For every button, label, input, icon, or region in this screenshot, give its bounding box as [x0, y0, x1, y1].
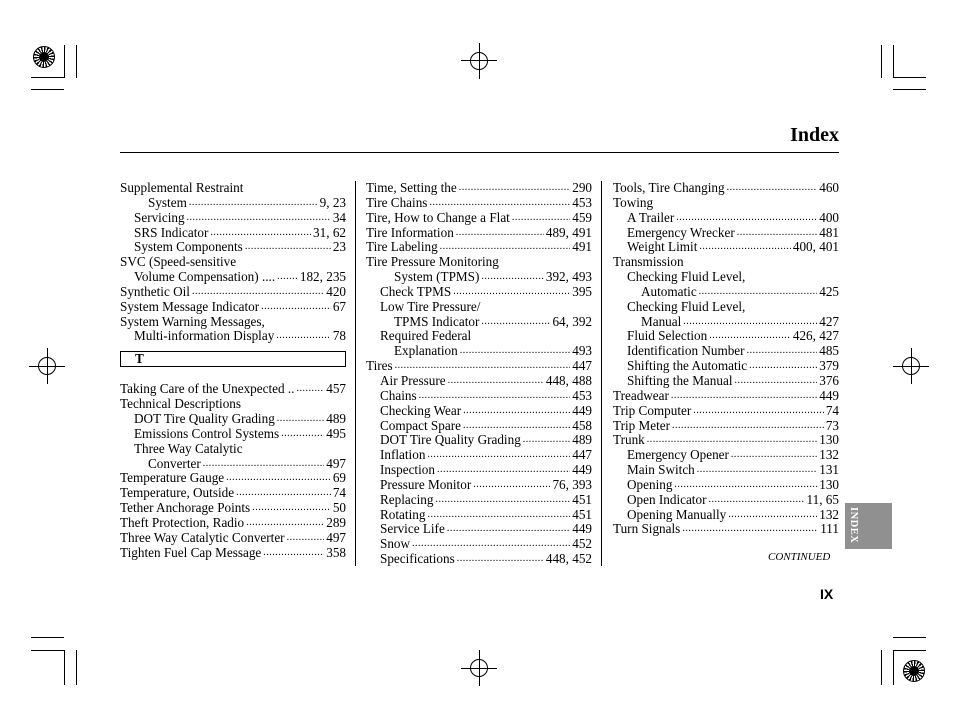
entry-label: Check TPMS: [380, 284, 452, 299]
entry-label: System Components: [134, 240, 243, 255]
entry-label: Emissions Control Systems: [134, 426, 280, 441]
index-entry: [120, 486, 346, 501]
index-entry: [366, 493, 592, 508]
entry-label: Compact Spare: [380, 418, 461, 433]
entry-pages: 489, 491: [545, 225, 592, 240]
index-entry: [613, 226, 839, 241]
index-tab-label: INDEX: [848, 507, 859, 544]
index-entry: [366, 389, 592, 404]
index-heading: Low Tire Pressure/: [380, 298, 481, 314]
entry-label: Servicing: [134, 210, 185, 225]
index-entry: [613, 493, 839, 508]
entry-label: Tether Anchorage Points: [120, 501, 251, 516]
index-entry: [613, 419, 839, 434]
entry-label: Manual: [641, 314, 682, 329]
entry-label: Shifting the Automatic: [627, 359, 748, 374]
entry-pages: 289: [326, 515, 346, 530]
dot-leader: [523, 433, 570, 448]
index-entry: [120, 457, 346, 472]
dot-leader: [236, 486, 331, 501]
entry-label: Emergency Opener: [627, 448, 729, 463]
index-entry: [613, 433, 839, 448]
entry-pages: 449: [572, 522, 592, 537]
dot-leader: [187, 211, 331, 226]
entry-label: Opening: [627, 477, 673, 492]
entry-pages: 74: [332, 486, 346, 501]
entry-label: Tire Chains: [366, 195, 428, 210]
entry-label: Temperature, Outside: [120, 486, 235, 501]
registration-mark-icon: [903, 660, 925, 682]
entry-label: Main Switch: [627, 463, 695, 478]
dot-leader: [459, 181, 570, 196]
dot-leader: [192, 285, 324, 300]
index-entry: [366, 508, 592, 523]
dot-leader: [447, 522, 570, 537]
index-entry: [366, 226, 592, 241]
entry-label: Replacing: [380, 492, 434, 507]
entry-label: Turn Signals: [613, 522, 681, 537]
dot-leader: [296, 382, 324, 397]
section-letter-box: T: [120, 351, 346, 367]
index-entry: [366, 448, 592, 463]
index-entry: [120, 270, 346, 285]
entry-pages: 132: [819, 448, 839, 463]
entry-label: SRS Indicator: [134, 225, 209, 240]
entry-pages: 376: [819, 373, 839, 388]
entry-pages: 451: [572, 507, 592, 522]
dot-leader: [440, 240, 571, 255]
dot-leader: [463, 404, 570, 419]
entry-pages: 78: [332, 329, 346, 344]
entry-label: Automatic: [641, 284, 697, 299]
index-column-2: [366, 181, 592, 567]
entry-label: Treadwear: [613, 388, 669, 403]
entry-label: DOT Tire Quality Grading: [134, 411, 275, 426]
dot-leader: [419, 389, 571, 404]
index-entry: [613, 181, 839, 196]
dot-leader: [245, 240, 331, 255]
index-entry: [366, 270, 592, 285]
dot-leader: [731, 448, 817, 463]
index-entry: [613, 374, 839, 389]
dot-leader: [749, 359, 817, 374]
index-tab[interactable]: [845, 503, 892, 549]
index-entry: [120, 211, 346, 226]
dot-leader: [728, 508, 817, 523]
entry-pages: 425: [819, 284, 839, 299]
entry-pages: 67: [332, 299, 346, 314]
entry-pages: 449: [819, 388, 839, 403]
entry-pages: 427: [819, 314, 839, 329]
dot-leader: [448, 374, 544, 389]
index-entry: [120, 226, 346, 241]
entry-pages: 64, 392: [552, 314, 592, 329]
index-entry: [613, 404, 839, 419]
entry-pages: 420: [326, 284, 346, 299]
entry-pages: 400: [819, 210, 839, 225]
index-entry: [120, 285, 346, 300]
index-heading: Towing: [613, 194, 654, 210]
dot-leader: [246, 516, 324, 531]
index-heading: Three Way Catalytic: [134, 440, 243, 456]
entry-pages: 449: [572, 463, 592, 478]
entry-pages: 50: [332, 501, 346, 516]
entry-pages: 458: [572, 418, 592, 433]
index-entry: [366, 404, 592, 419]
index-entry: [120, 516, 346, 531]
column-divider: [601, 181, 602, 566]
dot-leader: [682, 522, 818, 537]
dot-leader: [676, 211, 817, 226]
continued-label: CONTINUED: [768, 551, 831, 563]
dot-leader: [512, 211, 570, 226]
index-entry: [366, 463, 592, 478]
entry-label: Tire Labeling: [366, 240, 438, 255]
entry-label: Opening Manually: [627, 507, 727, 522]
dot-leader: [671, 389, 817, 404]
dot-leader: [481, 315, 550, 330]
entry-pages: 493: [572, 344, 592, 359]
entry-label: Inflation: [380, 448, 426, 463]
entry-label: Time, Setting the: [366, 181, 457, 195]
entry-pages: 447: [572, 359, 592, 374]
entry-label: Weight Limit: [627, 240, 698, 255]
index-entry: [120, 531, 346, 546]
entry-label: Converter: [148, 456, 201, 471]
index-entry: [366, 522, 592, 537]
entry-label: Rotating: [380, 507, 426, 522]
entry-label: Pressure Monitor: [380, 477, 472, 492]
dot-leader: [189, 196, 318, 211]
entry-pages: 489: [326, 411, 346, 426]
entry-pages: 395: [572, 284, 592, 299]
column-divider: [355, 181, 356, 566]
dot-leader: [463, 419, 570, 434]
entry-pages: 448, 452: [545, 552, 592, 567]
index-entry: [120, 196, 346, 211]
entry-label: Tires: [366, 359, 393, 374]
dot-leader: [453, 285, 570, 300]
entry-pages: 489: [572, 433, 592, 448]
dot-leader: [226, 471, 331, 486]
entry-pages: 379: [819, 359, 839, 374]
index-entry: [366, 359, 592, 374]
index-entry: [613, 329, 839, 344]
entry-label: Theft Protection, Radio: [120, 515, 245, 530]
index-entry: [613, 315, 839, 330]
dot-leader: [727, 181, 818, 196]
entry-pages: 449: [572, 403, 592, 418]
entry-label: Multi-information Display: [134, 329, 275, 344]
entry-pages: 290: [572, 181, 592, 195]
entry-pages: 451: [572, 492, 592, 507]
index-entry: [366, 344, 592, 359]
index-entry: [613, 522, 839, 537]
index-heading: Checking Fluid Level,: [627, 269, 746, 285]
index-entry: [366, 374, 592, 389]
index-entry: [366, 196, 592, 211]
entry-pages: 453: [572, 195, 592, 210]
entry-pages: 453: [572, 388, 592, 403]
dot-leader: [647, 433, 817, 448]
dot-leader: [412, 537, 570, 552]
entry-pages: 111: [820, 522, 839, 537]
index-heading: Checking Fluid Level,: [627, 298, 746, 314]
dot-leader: [747, 344, 818, 359]
entry-label: Trip Meter: [613, 418, 671, 433]
entry-label: Tire, How to Change a Flat: [366, 210, 510, 225]
index-entry: [366, 315, 592, 330]
entry-label: System (TPMS): [394, 270, 480, 285]
index-entry: [613, 344, 839, 359]
dot-leader: [460, 344, 570, 359]
dot-leader: [427, 508, 570, 523]
dot-leader: [277, 412, 324, 427]
index-entry: [366, 433, 592, 448]
dot-leader: [263, 546, 324, 561]
entry-pages: 491: [572, 240, 592, 255]
entry-label: System Message Indicator: [120, 299, 260, 314]
index-entry: [613, 285, 839, 300]
entry-pages: 130: [819, 477, 839, 492]
entry-pages: 9, 23: [319, 195, 346, 210]
page-title: Index: [790, 124, 839, 146]
index-heading: System Warning Messages,: [120, 313, 265, 329]
index-entry: [613, 448, 839, 463]
entry-label: Air Pressure: [380, 373, 446, 388]
dot-leader: [210, 226, 311, 241]
entry-pages: 182, 235: [299, 270, 346, 285]
entry-pages: 448, 488: [545, 373, 592, 388]
dot-leader: [429, 196, 570, 211]
dot-leader: [699, 240, 790, 255]
index-entry: [366, 285, 592, 300]
entry-label: Chains: [380, 388, 417, 403]
index-entry: [613, 359, 839, 374]
entry-pages: 31, 62: [313, 225, 346, 240]
entry-label: Trunk: [613, 433, 645, 448]
entry-pages: 358: [326, 545, 346, 560]
dot-leader: [252, 501, 331, 516]
dot-leader: [709, 329, 791, 344]
index-entry: [120, 329, 346, 344]
entry-label: Explanation: [394, 344, 458, 359]
index-entry: [120, 300, 346, 315]
index-entry: [366, 552, 592, 567]
index-entry: [120, 412, 346, 427]
index-heading: Transmission: [613, 254, 684, 270]
entry-pages: 497: [326, 530, 346, 545]
dot-leader: [456, 226, 544, 241]
index-entry: [366, 240, 592, 255]
dot-leader: [674, 478, 817, 493]
entry-pages: 457: [326, 382, 346, 397]
dot-leader: [481, 270, 543, 285]
entry-label: Temperature Gauge: [120, 471, 225, 486]
entry-label: Fluid Selection: [627, 329, 708, 344]
entry-pages: 400, 401: [792, 240, 839, 255]
index-entry: [613, 389, 839, 404]
index-entry: [120, 382, 346, 397]
entry-pages: 426, 427: [792, 329, 839, 344]
dot-leader: [737, 226, 817, 241]
entry-pages: 11, 65: [806, 492, 839, 507]
entry-pages: 73: [825, 418, 839, 433]
index-entry: [366, 181, 592, 196]
dot-leader: [473, 478, 550, 493]
index-entry: [366, 478, 592, 493]
index-heading: Tire Pressure Monitoring: [366, 254, 499, 270]
index-entry: [613, 240, 839, 255]
entry-label: A Trailer: [627, 210, 675, 225]
dot-leader: [708, 493, 804, 508]
index-column-3: [613, 181, 839, 537]
page-number: IX: [820, 586, 834, 602]
dot-leader: [427, 448, 570, 463]
entry-label: Tire Information: [366, 225, 454, 240]
index-entry: [120, 427, 346, 442]
index-heading: Technical Descriptions: [120, 396, 242, 412]
dot-leader: [699, 285, 818, 300]
entry-pages: 131: [819, 463, 839, 478]
entry-pages: 452: [572, 537, 592, 552]
entry-label: Synthetic Oil: [120, 284, 190, 299]
dot-leader: [203, 457, 324, 472]
entry-label: Taking Care of the Unexpected ..: [120, 382, 295, 397]
index-entry: [120, 240, 346, 255]
index-entry: [366, 211, 592, 226]
entry-label: Specifications: [380, 552, 455, 567]
dot-leader: [683, 315, 817, 330]
dot-leader: [735, 374, 818, 389]
registration-mark-icon: [33, 46, 55, 68]
entry-pages: 34: [332, 210, 346, 225]
entry-label: Tools, Tire Changing: [613, 181, 725, 195]
dot-leader: [276, 329, 331, 344]
entry-pages: 23: [332, 240, 346, 255]
index-column-1: [120, 181, 346, 560]
entry-label: System: [148, 195, 187, 210]
entry-label: TPMS Indicator: [394, 314, 480, 329]
index-entry: [120, 546, 346, 561]
entry-pages: 459: [572, 210, 592, 225]
entry-pages: 74: [825, 403, 839, 418]
entry-label: Trip Computer: [613, 403, 692, 418]
entry-label: Service Life: [380, 522, 445, 537]
index-entry: [613, 211, 839, 226]
entry-label: Volume Compensation) ....: [134, 270, 276, 285]
entry-label: Open Indicator: [627, 492, 707, 507]
entry-label: Emergency Wrecker: [627, 225, 735, 240]
entry-pages: 481: [819, 225, 839, 240]
dot-leader: [437, 463, 570, 478]
dot-leader: [281, 427, 324, 442]
dot-leader: [287, 531, 325, 546]
index-entry: [120, 471, 346, 486]
entry-label: Shifting the Manual: [627, 373, 733, 388]
entry-pages: 447: [572, 448, 592, 463]
dot-leader: [693, 404, 824, 419]
dot-leader: [261, 300, 331, 315]
index-heading: SVC (Speed-sensitive: [120, 254, 237, 270]
entry-pages: 497: [326, 456, 346, 471]
index-heading: Required Federal: [380, 328, 472, 344]
entry-pages: 485: [819, 344, 839, 359]
entry-pages: 132: [819, 507, 839, 522]
index-entry: [613, 463, 839, 478]
entry-pages: 495: [326, 426, 346, 441]
dot-leader: [697, 463, 817, 478]
dot-leader: [277, 270, 298, 285]
entry-label: Snow: [380, 537, 411, 552]
dot-leader: [395, 359, 571, 374]
entry-label: Three Way Catalytic Converter: [120, 530, 285, 545]
entry-label: Tighten Fuel Cap Message: [120, 545, 262, 560]
entry-pages: 130: [819, 433, 839, 448]
entry-label: DOT Tire Quality Grading: [380, 433, 521, 448]
entry-pages: 69: [332, 471, 346, 486]
entry-pages: 76, 393: [552, 477, 592, 492]
entry-pages: 460: [819, 181, 839, 195]
index-entry: [366, 537, 592, 552]
entry-label: Identification Number: [627, 344, 745, 359]
index-heading: Supplemental Restraint: [120, 180, 244, 195]
index-entry: [613, 508, 839, 523]
dot-leader: [457, 552, 544, 567]
entry-label: Checking Wear: [380, 403, 462, 418]
dot-leader: [672, 419, 824, 434]
entry-pages: 392, 493: [545, 270, 592, 285]
index-entry: [366, 419, 592, 434]
dot-leader: [435, 493, 570, 508]
index-entry: [120, 501, 346, 516]
index-entry: [613, 478, 839, 493]
entry-label: Inspection: [380, 463, 435, 478]
title-rule: [120, 152, 839, 153]
